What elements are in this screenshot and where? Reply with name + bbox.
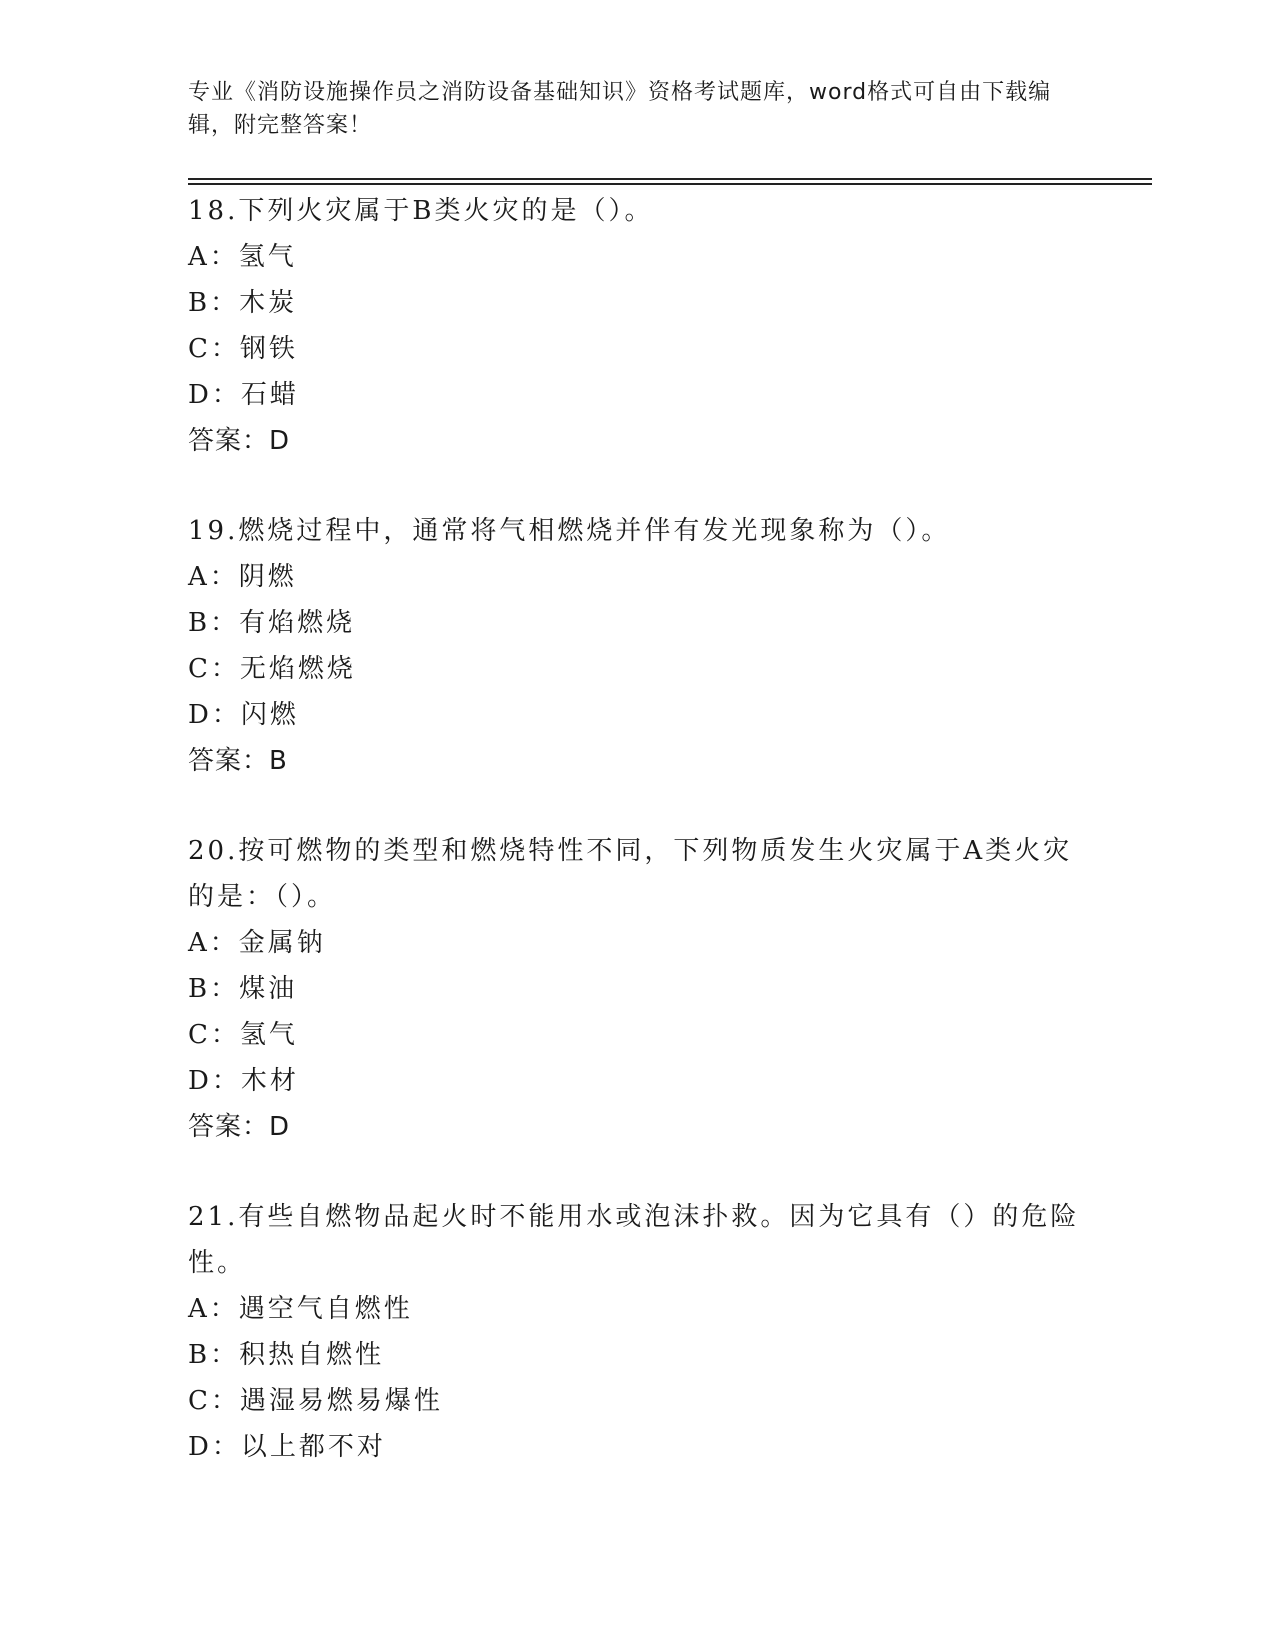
option-c: C：钢铁 bbox=[188, 334, 298, 364]
option-a: A：金属钠 bbox=[188, 928, 326, 958]
option-c: C：遇湿易燃易爆性 bbox=[188, 1386, 443, 1416]
question-list bbox=[188, 188, 1088, 1514]
page-header: 专业《消防设施操作员之消防设备基础知识》资格考试题库，word格式可自由下载编辑，附完整答案！ bbox=[188, 80, 1052, 138]
option-d: D：以上都不对 bbox=[188, 1432, 386, 1462]
question-text: 19.燃烧过程中，通常将气相燃烧并伴有发光现象称为（）。 bbox=[188, 516, 951, 546]
option-b: B：积热自燃性 bbox=[188, 1340, 385, 1370]
header-divider bbox=[188, 178, 1152, 180]
option-c: C：无焰燃烧 bbox=[188, 654, 356, 684]
option-d: D：木材 bbox=[188, 1066, 299, 1096]
question-21 bbox=[188, 1194, 1088, 1470]
header-divider-double bbox=[188, 183, 1152, 185]
answer-line: 答案：B bbox=[188, 746, 288, 776]
option-c: C：氢气 bbox=[188, 1020, 298, 1050]
question-18 bbox=[188, 188, 1088, 464]
option-d: D：闪燃 bbox=[188, 700, 299, 730]
question-text: 20.按可燃物的类型和燃烧特性不同，下列物质发生火灾属于A类火灾的是：（）。 bbox=[188, 836, 1073, 912]
option-d: D：石蜡 bbox=[188, 380, 299, 410]
answer-line: 答案：D bbox=[188, 426, 291, 456]
question-20 bbox=[188, 828, 1088, 1150]
question-text: 21.有些自燃物品起火时不能用水或泡沫扑救。因为它具有（）的危险性。 bbox=[188, 1202, 1080, 1278]
answer-line: 答案：D bbox=[188, 1112, 291, 1142]
option-b: B：有焰燃烧 bbox=[188, 608, 356, 638]
question-19 bbox=[188, 508, 1088, 784]
option-b: B：煤油 bbox=[188, 974, 298, 1004]
question-text: 18.下列火灾属于B类火灾的是（）。 bbox=[188, 196, 654, 226]
option-a: A：阴燃 bbox=[188, 562, 297, 592]
option-a: A：氢气 bbox=[188, 242, 297, 272]
option-a: A：遇空气自燃性 bbox=[188, 1294, 413, 1324]
option-b: B：木炭 bbox=[188, 288, 298, 318]
